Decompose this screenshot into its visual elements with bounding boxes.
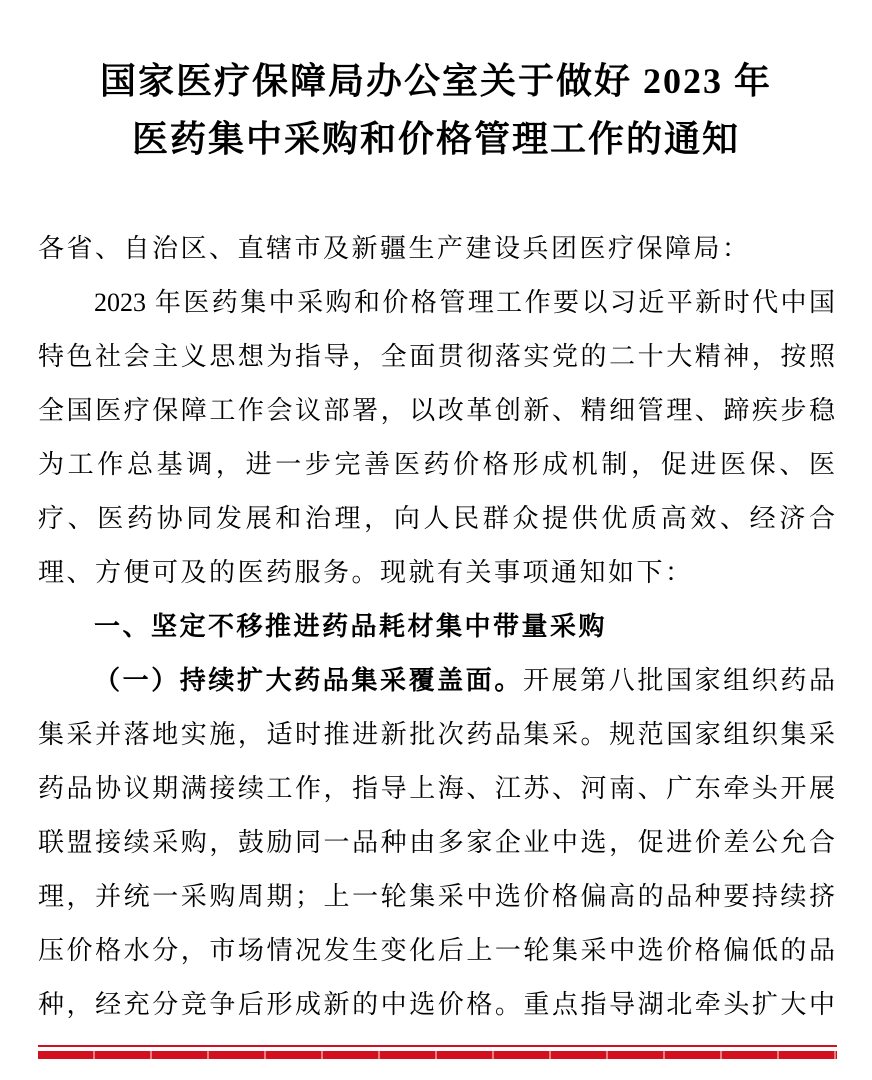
paragraph-2-line-1 (38, 654, 835, 708)
paragraph-2-line-6: 压价格水分，市场情况发生变化后上一轮集采中选价格偏低的品 (38, 936, 835, 965)
document-title (0, 52, 872, 168)
paragraph-2-bold-lead: （一）持续扩大药品集采覆盖面。 (94, 666, 523, 695)
paragraph-2-line-7: 种，经充分竞争后形成新的中选价格。重点指导湖北牵头扩大中 (38, 990, 835, 1019)
paragraph-2-line-1-rest: 开展第八批国家组织药品 (522, 666, 835, 695)
red-divider-thin-line (38, 1045, 837, 1047)
section-heading-1: 一、坚定不移推进药品耗材集中带量采购 (94, 612, 608, 641)
paragraph-1-line-3: 全国医疗保障工作会议部署，以改革创新、精细管理、蹄疾步稳 (38, 396, 835, 425)
paragraph-2-line-2: 集采并落地实施，适时推进新批次药品集采。规范国家组织集采 (38, 720, 835, 749)
paragraph-2-line-4: 联盟接续采购，鼓励同一品种由多家企业中选，促进价差公允合 (38, 828, 835, 857)
document-body (38, 222, 835, 1032)
paragraph-2-line-3: 药品协议期满接续工作，指导上海、江苏、河南、广东牵头开展 (38, 774, 835, 803)
paragraph-1-line-5: 疗、医药协同发展和治理，向人民群众提供优质高效、经济合 (38, 504, 835, 533)
salutation-line: 各省、自治区、直辖市及新疆生产建设兵团医疗保障局： (38, 234, 751, 263)
document-title-line-2: 医药集中采购和价格管理工作的通知 (131, 119, 740, 159)
paragraph-2-line-5: 理，并统一采购周期；上一轮集采中选价格偏高的品种要持续挤 (38, 882, 835, 911)
red-divider-thick-bar (38, 1051, 837, 1059)
red-divider-segment-marks (38, 1051, 837, 1059)
paragraph-1-line-1: 2023 年医药集中采购和价格管理工作要以习近平新时代中国 (94, 288, 835, 317)
paragraph-1-line-4: 为工作总基调，进一步完善医药价格形成机制，促进医保、医 (38, 450, 835, 479)
document-title-line-1: 国家医疗保障局办公室关于做好 2023 年 (99, 61, 772, 101)
paragraph-1-line-2: 特色社会主义思想为指导，全面贯彻落实党的二十大精神，按照 (38, 342, 835, 371)
paragraph-1-line-6: 理、方便可及的医药服务。现就有关事项通知如下： (38, 558, 694, 587)
